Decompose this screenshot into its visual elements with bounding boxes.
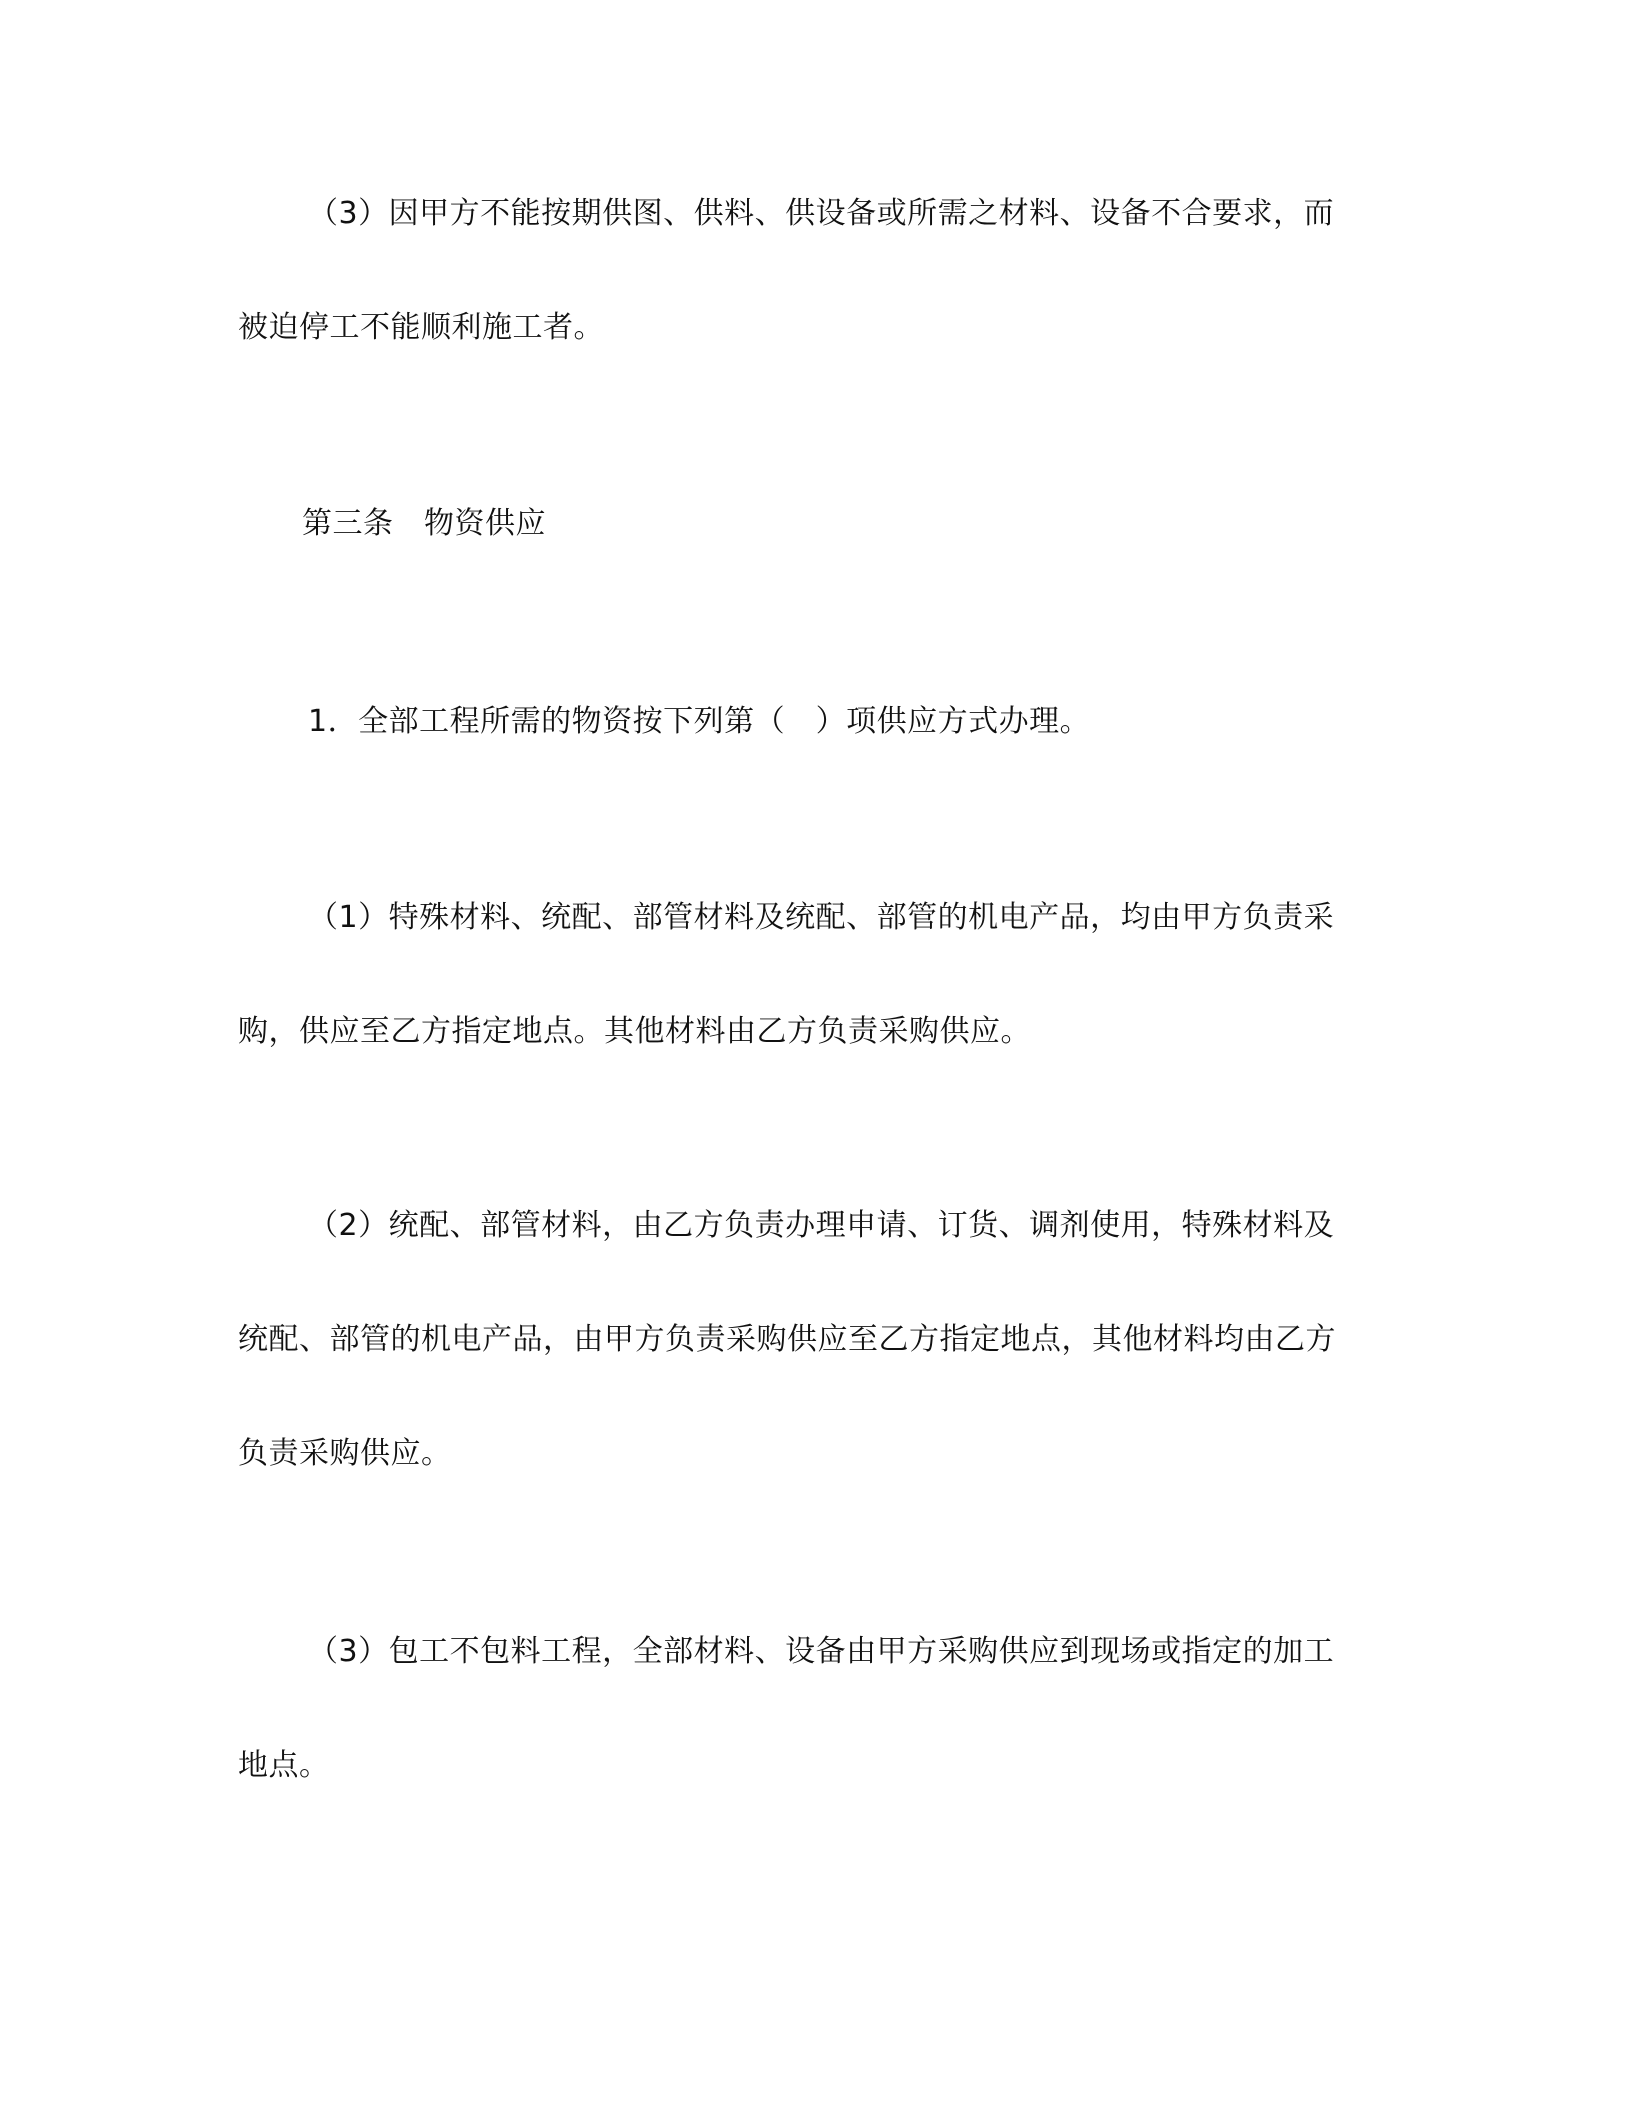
clause-3-line-2: 被迫停工不能顺利施工者。 [238, 310, 604, 345]
item-1-text: 1．全部工程所需的物资按下列第（ ）项供应方式办理。 [308, 704, 1091, 739]
option-3-line-2: 地点。 [238, 1748, 330, 1783]
option-1-line-2: 购，供应至乙方指定地点。其他材料由乙方负责采购供应。 [238, 1014, 1031, 1049]
clause-3-line-1: （3）因甲方不能按期供图、供料、供设备或所需之材料、设备不合要求，而 [308, 196, 1335, 231]
article-3-heading: 第三条 物资供应 [302, 506, 546, 541]
option-2-line-2: 统配、部管的机电产品，由甲方负责采购供应至乙方指定地点，其他材料均由乙方 [238, 1322, 1336, 1357]
option-2-line-3: 负责采购供应。 [238, 1436, 452, 1471]
option-2-line-1: （2）统配、部管材料，由乙方负责办理申请、订货、调剂使用，特殊材料及 [308, 1208, 1335, 1243]
option-1-line-1: （1）特殊材料、统配、部管材料及统配、部管的机电产品，均由甲方负责采 [308, 900, 1335, 935]
option-3-line-1: （3）包工不包料工程，全部材料、设备由甲方采购供应到现场或指定的加工 [308, 1634, 1335, 1669]
